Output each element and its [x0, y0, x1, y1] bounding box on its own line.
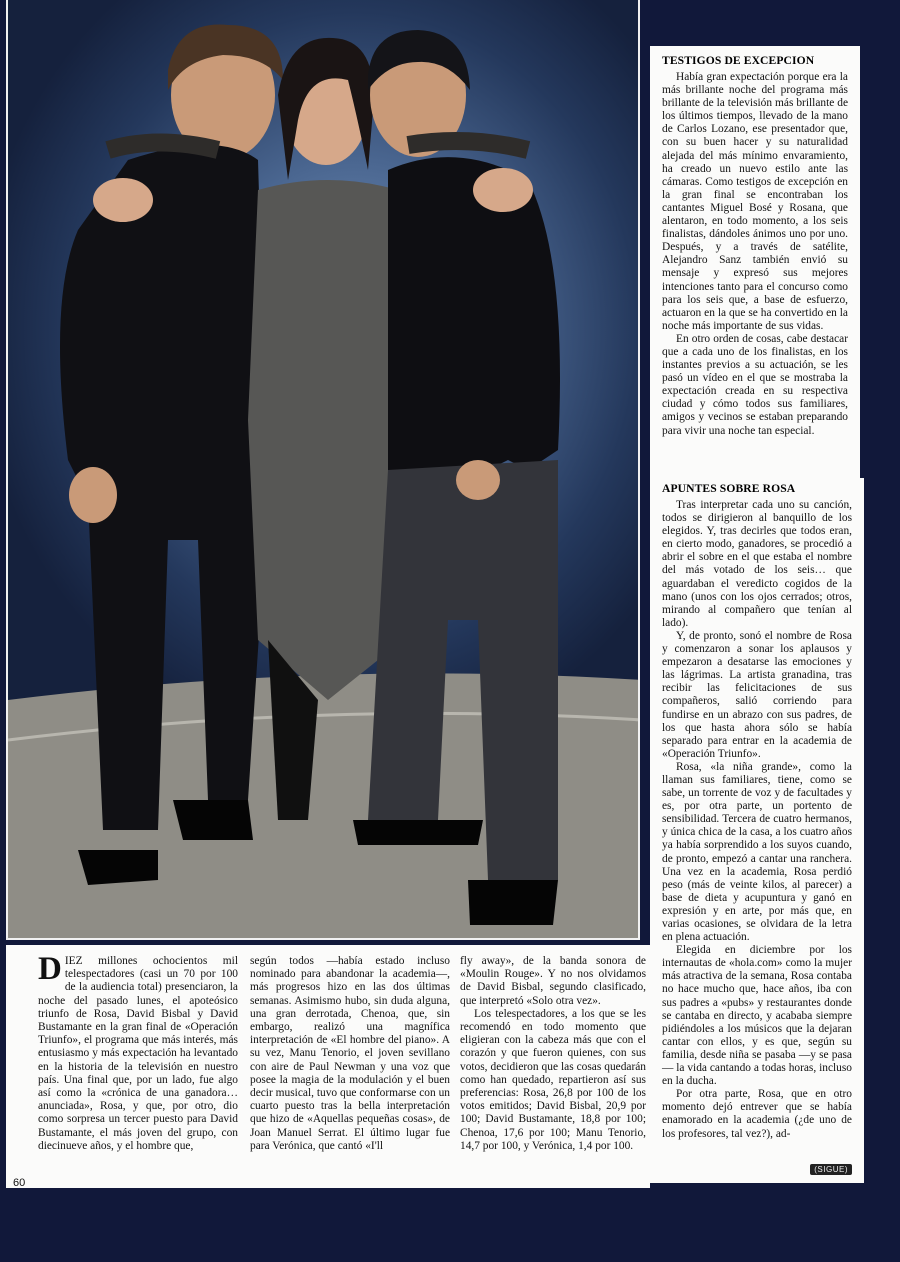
body-column-2 — [250, 955, 450, 1153]
page-number: 60 — [13, 1177, 26, 1189]
sidebar-paragraph: Por otra parte, Rosa, que en otro momento dejó entrever que se había enamorado en la academia (¿de uno de los profesores, tal vez?), ad- — [662, 1088, 852, 1140]
continued-badge: (SIGUE) — [810, 1164, 852, 1175]
sidebar-paragraph: Tras interpretar cada uno su canción, todos se dirigieron al banquillo de los elegidos. Y, tras decirles que todos eran, en cierto modo, ganadores, se procedió a abrir el sobre en el que estaba el nombre del más votado de los seis… que aguardaban el veredicto cogidos de la mano (unos con los ojos cerrados; otros, mirando al compañero que tenían al lado). — [662, 499, 852, 629]
sidebar-box-testigos — [650, 46, 860, 488]
group-photo — [6, 0, 640, 940]
body-paragraph: fly away», de la banda sonora de «Moulin Rouge». Y no nos olvidamos de David Bisbal, segundo clasificado, que interpretó «Solo otra vez». — [460, 955, 646, 1007]
sidebar-paragraph: Rosa, «la niña grande», como la llaman sus familiares, tiene, como se sabe, un torrente de voz y de facultades y es, por otra parte, un portento de sensibilidad. Tercera de cuatro hermanos, y única chica de la casa, a los cuatro años ya había sorprendido a los suyos cuando, de pronto, empezó a cantar una ranchera. Una vez en la academia, Rosa perdió peso (más de veinte kilos, al parecer) a base de dieta y acupuntura y ganó en expresión y en arte, por más que, en varias ocasiones, se olvidara de la letra en plena actuación. — [662, 760, 852, 944]
drop-cap: D — [38, 951, 62, 987]
body-paragraph: según todos —había estado incluso nominado para abandonar la academia—, más progresos hizo en las dos últimas semanas. Asimismo hubo, sin duda alguna, una gran derrotada, Chenoa, que, sin embargo, realizó una magnífica interpretación de «El hombre del piano». A su vez, Manu Tenorio, el joven sevillano con aire de Paul Newman y una voz que posee la magia de la modulación y el buen decir musical, tuvo que conformarse con un cuarto puesto tras la bella interpretación que hizo de «Aquellas pequeñas cosas», de Joan Manuel Serrat. El último lugar fue para Verónica, que cantó «I'll — [250, 955, 450, 1152]
body-column-3 — [460, 955, 646, 1153]
sidebar-box-rosa — [650, 478, 864, 1183]
photo-illustration — [8, 0, 640, 940]
sidebar-heading-rosa: APUNTES SOBRE ROSA — [662, 482, 796, 495]
sidebar-paragraph: Y, de pronto, sonó el nombre de Rosa y comenzaron a sonar los aplausos y empezaron a desatarse las emociones y las lágrimas. La artista granadina, tras recibir las felicitaciones de sus compañeros, salió corriendo para fundirse en un abrazo con sus padres, de los que hasta ahora sólo se había separado para entrar en la academia de «Operación Triunfo». — [662, 629, 852, 760]
sidebar-paragraph: Había gran expectación porque era la más brillante noche del programa más brillante de la televisión más brillante de los últimos tiempos, llevado de la mano de Carlos Lozano, ese presentador que, con su buen hacer y su naturalidad alejada del más mínimo envaramiento, ha creado un nuevo estilo ante las cámaras. Como testigos de excepción en la gran final se encontraban los cantantes Miguel Bosé y Rosana, que alentaron, en todo momento, a los seis finalistas, dándoles ánimos uno por uno. Después, y a través de satélite, Alejandro Sanz también envió su mensaje y expresó sus mejores intenciones tanto para el concurso como para los seis que, a base de esfuerzo, actuaron en la que se ha convertido en la noche más importante de sus vidas. — [662, 71, 848, 332]
body-paragraph: Los telespectadores, a los que se les recomendó en todo momento que eligieran con la cabeza más que con el corazón y que fueron quienes, con sus votos, decidieron que las cosas quedarán como han quedado, repartieron así sus preferencias: Rosa, 26,8 por 100 de los votos emitidos; David Bisbal, 20,9 por 100; David Bustamante, 18,8 por 100; Chenoa, 17,6 por 100; Manu Tenorio, 14,7 por 100, y Verónica, 1,4 por 100. — [460, 1007, 646, 1152]
sidebar-paragraph: En otro orden de cosas, cabe destacar que a cada uno de los finalistas, en los instantes previos a su actuación, se les pasó un vídeo en el que se mostraba la expectación creada en su respectiva ciudad y cómo todos sus familiares, amigos y vecinos se estaban preparando para vivir una noche tan especial. — [662, 332, 848, 437]
sidebar-heading-testigos: TESTIGOS DE EXCEPCION — [662, 54, 815, 67]
sidebar-paragraph: Elegida en diciembre por los internautas de «hola.com» como la mujer más atractiva de la semana, Rosa contaba no hace mucho que, hace años, iba con sus padres a «pubs» y restaurantes donde se cantaba en directo, y acababa siempre pidiéndoles a los músicos que la dejaran cantar con ellos, y es que, según su familia, desde niña se pasaba —y se pasa— la vida cantando a todas horas, incluso en la ducha. — [662, 944, 852, 1088]
body-text: IEZ millones ochocientos mil telespectadores (casi un 70 por 100 de la audiencia total) presenciaron, la noche del pasado lunes, el apoteósico triunfo de Rosa, David Bisbal y David Bustamante en la gran final de «Operación Triunfo», el programa que más interés, más entusiasmo y más expectación ha levantado en la historia de la televisión en nuestro país. Una final que, por un lado, fue algo así como la «crónica de una ganadora… anunciada», Rosa, y que, por otro, dio como sorpresa un tercer puesto para David Bustamante, el más joven del grupo, con diecinueve años, y el hombre que, — [38, 955, 238, 1152]
body-column-1 — [38, 951, 238, 1153]
body-paragraph — [38, 951, 238, 1153]
body-text-area — [6, 945, 650, 1188]
